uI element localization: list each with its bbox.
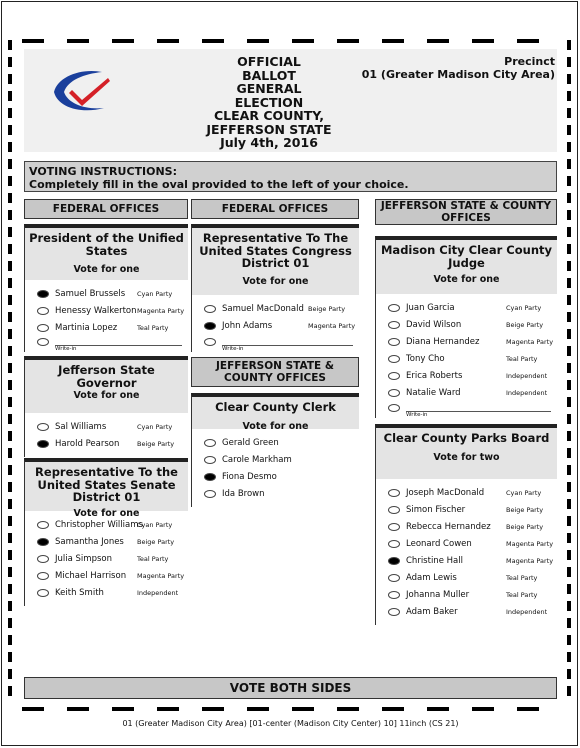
- empty-oval[interactable]: [37, 589, 49, 597]
- candidate-row[interactable]: [376, 521, 557, 535]
- timing-mark: [8, 142, 12, 152]
- timing-mark: [567, 499, 571, 509]
- timing-mark: [8, 465, 12, 475]
- candidate-row[interactable]: [25, 421, 188, 435]
- candidate-party: Cyan Party: [137, 521, 173, 529]
- candidate-name: Rebecca Hernandez: [406, 522, 491, 532]
- empty-oval[interactable]: [388, 389, 400, 397]
- section-header: JEFFERSON STATE & COUNTY OFFICES: [191, 357, 359, 387]
- vote-for-label: Vote for one: [433, 274, 500, 285]
- candidate-row[interactable]: [25, 536, 188, 550]
- precinct-footer-line: 01 (Greater Madison City Area) [01-center (Madison City Center) 10] 11inch (CS 21): [122, 719, 459, 728]
- contest-title: President of the Unified States: [25, 228, 188, 262]
- candidate-row[interactable]: [376, 319, 557, 333]
- filled-oval[interactable]: [37, 290, 49, 298]
- candidate-row[interactable]: [25, 587, 188, 601]
- timing-mark: [567, 652, 571, 662]
- timing-mark: [8, 669, 12, 679]
- timing-mark: [567, 397, 571, 407]
- candidate-party: Magenta Party: [137, 307, 185, 315]
- timing-mark: [8, 159, 12, 169]
- timing-mark: [157, 39, 179, 43]
- timing-mark: [8, 74, 12, 84]
- candidate-name: Samuel MacDonald: [222, 304, 304, 314]
- candidate-row[interactable]: [376, 538, 557, 552]
- candidate-party: Teal Party: [137, 555, 169, 563]
- timing-mark: [567, 261, 571, 271]
- empty-oval[interactable]: [37, 521, 49, 529]
- candidate-party: Magenta Party: [308, 322, 356, 330]
- timing-mark: [8, 635, 12, 645]
- candidate-row[interactable]: [25, 438, 188, 452]
- timing-mark: [567, 516, 571, 526]
- filled-oval[interactable]: [37, 538, 49, 546]
- candidate-row[interactable]: [376, 353, 557, 367]
- timing-mark: [8, 227, 12, 237]
- timing-mark: [8, 414, 12, 424]
- candidate-name: Gerald Green: [222, 438, 279, 448]
- write-in-line[interactable]: [55, 336, 182, 352]
- timing-mark: [567, 346, 571, 356]
- candidate-party: Independent: [506, 372, 548, 380]
- candidate-name: Sal Williams: [55, 422, 107, 432]
- instructions-heading: VOTING INSTRUCTIONS:: [29, 165, 178, 178]
- vote-both-sides-banner: VOTE BOTH SIDES: [24, 677, 557, 699]
- voting-instructions: [24, 161, 557, 192]
- timing-mark: [567, 465, 571, 475]
- contest-title: Clear County Parks Board: [376, 428, 557, 450]
- empty-oval[interactable]: [37, 423, 49, 431]
- timing-mark: [337, 707, 359, 711]
- timing-mark: [567, 176, 571, 186]
- candidate-name: Joseph MacDonald: [406, 488, 485, 498]
- timing-mark: [567, 227, 571, 237]
- timing-mark: [567, 448, 571, 458]
- eye-check-logo: [50, 66, 120, 116]
- timing-mark: [567, 210, 571, 220]
- timing-mark: [427, 707, 449, 711]
- ballot-title-line: GENERAL: [236, 81, 302, 96]
- contest-box: [375, 236, 557, 418]
- contest-title: Representative To the United States Senate District 01: [25, 462, 188, 506]
- empty-oval[interactable]: [37, 307, 49, 315]
- timing-mark: [8, 431, 12, 441]
- vote-for-label: Vote for one: [73, 264, 140, 275]
- write-in-row[interactable]: [25, 336, 188, 350]
- timing-mark: [8, 295, 12, 305]
- contest-box: [24, 224, 188, 352]
- candidate-name: Adam Baker: [406, 607, 458, 617]
- candidate-row[interactable]: [25, 322, 188, 336]
- instructions-text: Completely fill in the oval provided to the left of your choice.: [29, 178, 409, 191]
- timing-mark: [8, 329, 12, 339]
- empty-oval[interactable]: [204, 305, 216, 313]
- timing-mark: [567, 550, 571, 560]
- write-in-label: Write-in: [406, 412, 428, 418]
- timing-mark: [567, 142, 571, 152]
- candidate-name: Tony Cho: [406, 354, 445, 364]
- vote-for-label: Vote for one: [242, 421, 309, 432]
- candidate-name: Fiona Desmo: [222, 472, 277, 482]
- empty-oval[interactable]: [388, 372, 400, 380]
- candidate-party: Teal Party: [137, 324, 169, 332]
- empty-oval[interactable]: [388, 355, 400, 363]
- timing-mark: [567, 125, 571, 135]
- ballot-header: [24, 49, 557, 152]
- candidate-row[interactable]: [376, 387, 557, 401]
- precinct-value: 01 (Greater Madison City Area): [361, 68, 555, 81]
- filled-oval[interactable]: [204, 473, 216, 481]
- candidate-name: Adam Lewis: [406, 573, 457, 583]
- timing-mark: [8, 363, 12, 373]
- timing-mark: [8, 499, 12, 509]
- timing-mark: [202, 707, 224, 711]
- timing-mark: [157, 707, 179, 711]
- timing-mark: [112, 707, 134, 711]
- timing-mark: [8, 567, 12, 577]
- candidate-name: Diana Hernandez: [406, 337, 480, 347]
- timing-mark: [8, 652, 12, 662]
- candidate-party: Teal Party: [506, 574, 538, 582]
- candidate-party: Independent: [506, 608, 548, 616]
- candidate-party: Cyan Party: [506, 304, 542, 312]
- timing-mark: [8, 550, 12, 560]
- timing-mark: [567, 431, 571, 441]
- timing-mark: [567, 108, 571, 118]
- precinct-label: Precinct: [504, 55, 555, 68]
- timing-mark: [567, 686, 571, 696]
- candidate-name: Erica Roberts: [406, 371, 463, 381]
- empty-oval[interactable]: [37, 338, 49, 346]
- timing-mark: [8, 618, 12, 628]
- timing-mark: [8, 125, 12, 135]
- timing-mark: [22, 39, 44, 43]
- contest-title: Madison City Clear County Judge: [376, 240, 557, 272]
- contest-header: [25, 462, 188, 519]
- candidate-row[interactable]: [376, 370, 557, 384]
- timing-mark: [427, 39, 449, 43]
- candidate-party: Beige Party: [506, 523, 544, 531]
- timing-mark: [567, 193, 571, 203]
- empty-oval[interactable]: [388, 540, 400, 548]
- candidate-row[interactable]: [25, 288, 188, 302]
- empty-oval[interactable]: [388, 506, 400, 514]
- timing-mark: [567, 482, 571, 492]
- empty-oval[interactable]: [37, 555, 49, 563]
- timing-mark: [8, 278, 12, 288]
- empty-oval[interactable]: [204, 439, 216, 447]
- timing-mark: [567, 567, 571, 577]
- timing-mark: [567, 635, 571, 645]
- timing-mark: [472, 39, 494, 43]
- candidate-name: Simon Fischer: [406, 505, 466, 515]
- timing-mark: [567, 414, 571, 424]
- candidate-name: John Adams: [222, 321, 273, 331]
- timing-mark: [8, 584, 12, 594]
- candidate-row[interactable]: [376, 606, 557, 620]
- ballot-title-line: July 4th, 2016: [220, 135, 318, 150]
- timing-mark: [567, 312, 571, 322]
- candidate-row[interactable]: [376, 572, 557, 586]
- ballot-title-line: ELECTION: [234, 94, 304, 110]
- timing-mark: [382, 39, 404, 43]
- empty-oval[interactable]: [388, 591, 400, 599]
- write-in-line[interactable]: [222, 336, 353, 352]
- contest-header: [192, 397, 359, 432]
- candidate-party: Independent: [137, 589, 179, 597]
- empty-oval[interactable]: [388, 338, 400, 346]
- contest-title: Clear County Clerk: [192, 397, 359, 419]
- timing-mark: [567, 584, 571, 594]
- ballot-title-line: OFFICIAL: [237, 54, 301, 69]
- timing-mark: [292, 39, 314, 43]
- candidate-name: Carole Markham: [222, 455, 292, 465]
- candidate-row[interactable]: [192, 320, 359, 334]
- write-in-row[interactable]: [376, 402, 557, 416]
- contest-header: [192, 228, 359, 295]
- candidate-party: Cyan Party: [137, 290, 173, 298]
- timing-mark: [292, 707, 314, 711]
- timing-mark: [8, 516, 12, 526]
- section-header: JEFFERSON STATE & COUNTY OFFICES: [375, 199, 557, 225]
- candidate-name: Henessy Walkerton: [55, 306, 137, 316]
- filled-oval[interactable]: [204, 322, 216, 330]
- candidate-row[interactable]: [192, 303, 359, 317]
- candidate-party: Beige Party: [137, 538, 175, 546]
- candidate-row[interactable]: [376, 504, 557, 518]
- timing-mark: [8, 176, 12, 186]
- candidate-row[interactable]: [376, 487, 557, 501]
- ballot-title-line: CLEAR COUNTY,: [214, 108, 324, 123]
- timing-mark: [202, 39, 224, 43]
- candidate-row[interactable]: [192, 437, 359, 451]
- candidate-row[interactable]: [192, 488, 359, 502]
- candidate-row[interactable]: [25, 553, 188, 567]
- timing-mark: [567, 363, 571, 373]
- candidate-name: Johanna Muller: [406, 590, 470, 600]
- ballot-title: [189, 55, 349, 150]
- timing-mark: [112, 39, 134, 43]
- timing-mark: [567, 57, 571, 67]
- contest-box: [375, 424, 557, 625]
- candidate-party: Cyan Party: [137, 423, 173, 431]
- contest-title: Jefferson State Governor: [25, 360, 188, 388]
- contest-header: [25, 360, 188, 413]
- contest-title: Representative To The United States Congress District 01: [192, 228, 359, 274]
- timing-mark: [567, 329, 571, 339]
- timing-mark: [567, 74, 571, 84]
- ballot-title-line: JEFFERSON STATE: [206, 121, 332, 137]
- candidate-party: Beige Party: [506, 321, 544, 329]
- write-in-row[interactable]: [192, 336, 359, 350]
- candidate-row[interactable]: [192, 454, 359, 468]
- ballot-title-line: BALLOT: [242, 67, 296, 83]
- candidate-party: Beige Party: [308, 305, 346, 313]
- write-in-label: Write-in: [55, 346, 77, 352]
- timing-mark: [247, 707, 269, 711]
- timing-mark: [67, 39, 89, 43]
- timing-mark: [567, 380, 571, 390]
- timing-mark: [8, 533, 12, 543]
- contest-box: [24, 458, 188, 606]
- timing-mark: [8, 210, 12, 220]
- candidate-party: Beige Party: [506, 506, 544, 514]
- timing-mark: [8, 601, 12, 611]
- timing-mark: [517, 707, 539, 711]
- timing-mark: [8, 312, 12, 322]
- empty-oval[interactable]: [388, 523, 400, 531]
- candidate-party: Teal Party: [506, 591, 538, 599]
- timing-mark: [67, 707, 89, 711]
- candidate-row[interactable]: [376, 336, 557, 350]
- candidate-name: Juan Garcia: [406, 303, 455, 313]
- empty-oval[interactable]: [388, 404, 400, 412]
- timing-mark: [8, 40, 12, 50]
- candidate-party: Magenta Party: [137, 572, 185, 580]
- empty-oval[interactable]: [388, 489, 400, 497]
- candidate-name: Christopher Williams: [55, 520, 143, 530]
- timing-mark: [567, 159, 571, 169]
- candidate-name: Samantha Jones: [55, 537, 124, 547]
- empty-oval[interactable]: [388, 574, 400, 582]
- timing-mark: [247, 39, 269, 43]
- contest-header: [376, 240, 557, 294]
- candidate-row[interactable]: [25, 519, 188, 533]
- timing-mark: [472, 707, 494, 711]
- timing-mark: [8, 346, 12, 356]
- timing-mark: [22, 707, 44, 711]
- timing-mark: [8, 397, 12, 407]
- contest-header: [376, 428, 557, 479]
- timing-mark: [8, 193, 12, 203]
- candidate-row[interactable]: [376, 555, 557, 569]
- timing-mark: [567, 618, 571, 628]
- timing-mark: [8, 57, 12, 67]
- candidate-name: David Wilson: [406, 320, 462, 330]
- vote-for-label: Vote for one: [73, 508, 140, 519]
- empty-oval[interactable]: [204, 490, 216, 498]
- candidate-name: Ida Brown: [222, 489, 265, 499]
- section-header: FEDERAL OFFICES: [24, 199, 188, 219]
- timing-mark: [8, 448, 12, 458]
- precinct-label-block: [362, 55, 555, 81]
- candidate-row[interactable]: [192, 471, 359, 485]
- timing-mark: [567, 533, 571, 543]
- candidate-name: Harold Pearson: [55, 439, 120, 449]
- candidate-row[interactable]: [25, 570, 188, 584]
- candidate-name: Natalie Ward: [406, 388, 461, 398]
- write-in-label: Write-in: [222, 346, 244, 352]
- empty-oval[interactable]: [388, 608, 400, 616]
- timing-mark: [8, 261, 12, 271]
- timing-mark: [567, 244, 571, 254]
- contest-box: [24, 356, 188, 457]
- filled-oval[interactable]: [388, 557, 400, 565]
- timing-mark: [567, 91, 571, 101]
- candidate-party: Magenta Party: [506, 540, 554, 548]
- empty-oval[interactable]: [37, 572, 49, 580]
- timing-mark: [567, 40, 571, 50]
- candidate-name: Samuel Brussels: [55, 289, 126, 299]
- ballot-sheet: [1, 1, 578, 746]
- empty-oval[interactable]: [388, 321, 400, 329]
- timing-mark: [8, 686, 12, 696]
- empty-oval[interactable]: [388, 304, 400, 312]
- candidate-row[interactable]: [376, 589, 557, 603]
- write-in-line[interactable]: [406, 402, 551, 418]
- candidate-name: Martinia Lopez: [55, 323, 118, 333]
- candidate-party: Independent: [506, 389, 548, 397]
- timing-mark: [567, 601, 571, 611]
- candidate-name: Michael Harrison: [55, 571, 127, 581]
- timing-mark: [382, 707, 404, 711]
- candidate-name: Christine Hall: [406, 556, 463, 566]
- contest-box: [191, 224, 359, 352]
- filled-oval[interactable]: [37, 440, 49, 448]
- timing-mark: [8, 244, 12, 254]
- timing-mark: [8, 91, 12, 101]
- candidate-party: Magenta Party: [506, 338, 554, 346]
- vote-for-label: Vote for one: [242, 276, 309, 287]
- empty-oval[interactable]: [37, 324, 49, 332]
- timing-mark: [517, 39, 539, 43]
- contest-header: [25, 228, 188, 280]
- empty-oval[interactable]: [204, 338, 216, 346]
- timing-mark: [8, 108, 12, 118]
- candidate-party: Teal Party: [506, 355, 538, 363]
- contest-box: [191, 393, 359, 507]
- vote-for-label: Vote for two: [433, 452, 500, 463]
- candidate-party: Cyan Party: [506, 489, 542, 497]
- timing-mark: [567, 669, 571, 679]
- timing-mark: [8, 380, 12, 390]
- empty-oval[interactable]: [204, 456, 216, 464]
- vote-for-label: Vote for one: [73, 390, 140, 401]
- section-header: FEDERAL OFFICES: [191, 199, 359, 219]
- candidate-name: Julia Simpson: [55, 554, 112, 564]
- candidate-party: Beige Party: [137, 440, 175, 448]
- candidate-row[interactable]: [25, 305, 188, 319]
- candidate-party: Magenta Party: [506, 557, 554, 565]
- timing-mark: [8, 482, 12, 492]
- candidate-name: Leonard Cowen: [406, 539, 472, 549]
- timing-mark: [337, 39, 359, 43]
- candidate-row[interactable]: [376, 302, 557, 316]
- timing-mark: [567, 278, 571, 288]
- timing-mark: [567, 295, 571, 305]
- candidate-name: Keith Smith: [55, 588, 104, 598]
